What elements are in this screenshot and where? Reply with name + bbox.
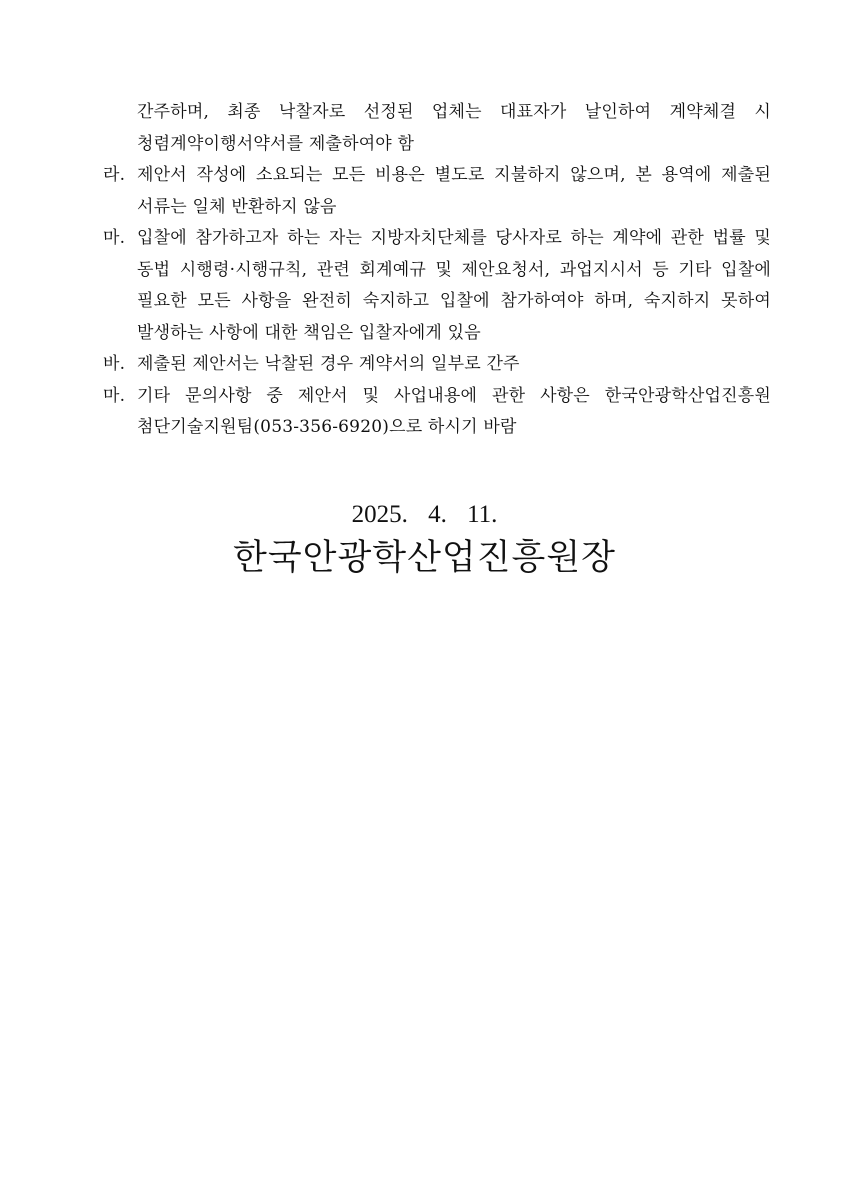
item-marker: 마. — [103, 228, 126, 248]
notice-item-ma-2 — [103, 381, 771, 444]
notice-item-ba — [103, 349, 771, 381]
notice-item-ma — [103, 223, 771, 349]
item-text: 입찰에 참가하고자 하는 자는 지방자치단체를 당사자로 하는 계약에 관한 법률 및 동법 시행령·시행규칙, 관련 회계예규 및 제안요청서, 과업지시서 등 기타 입찰에 필요한 모든 사항을 완전히 숙지하고 입찰에 참가하여야 하며, 숙지하지 못하여 발생하는 사항에 대한 책임은 입찰자에게 있음 — [137, 228, 771, 343]
item-marker: 바. — [103, 354, 126, 374]
notice-item-continuation — [103, 97, 771, 160]
item-marker: 마. — [103, 385, 126, 406]
issuer-name: 한국안광학산업진흥원장 — [233, 538, 616, 578]
item-text: 제출된 제안서는 낙찰된 경우 계약서의 일부로 간주 — [137, 354, 520, 374]
item-marker: 라. — [103, 165, 126, 185]
notice-item-ra — [103, 160, 771, 223]
item-text: 기타 문의사항 중 제안서 및 사업내용에 관한 사항은 한국안광학산업진흥원 첨단기술지원팀(053-356-6920)으로 하시기 바람 — [137, 385, 771, 437]
item-text: 간주하며, 최종 낙찰자로 선정된 업체는 대표자가 날인하여 계약체결 시 청렴계약이행서약서를 제출하여야 함 — [137, 102, 771, 154]
item-text: 제안서 작성에 소요되는 모든 비용은 별도로 지불하지 않으며, 본 용역에 제출된 서류는 일체 반환하지 않음 — [137, 165, 771, 217]
notice-items — [103, 97, 771, 444]
document-date: 2025. 4. 11. — [351, 501, 498, 528]
